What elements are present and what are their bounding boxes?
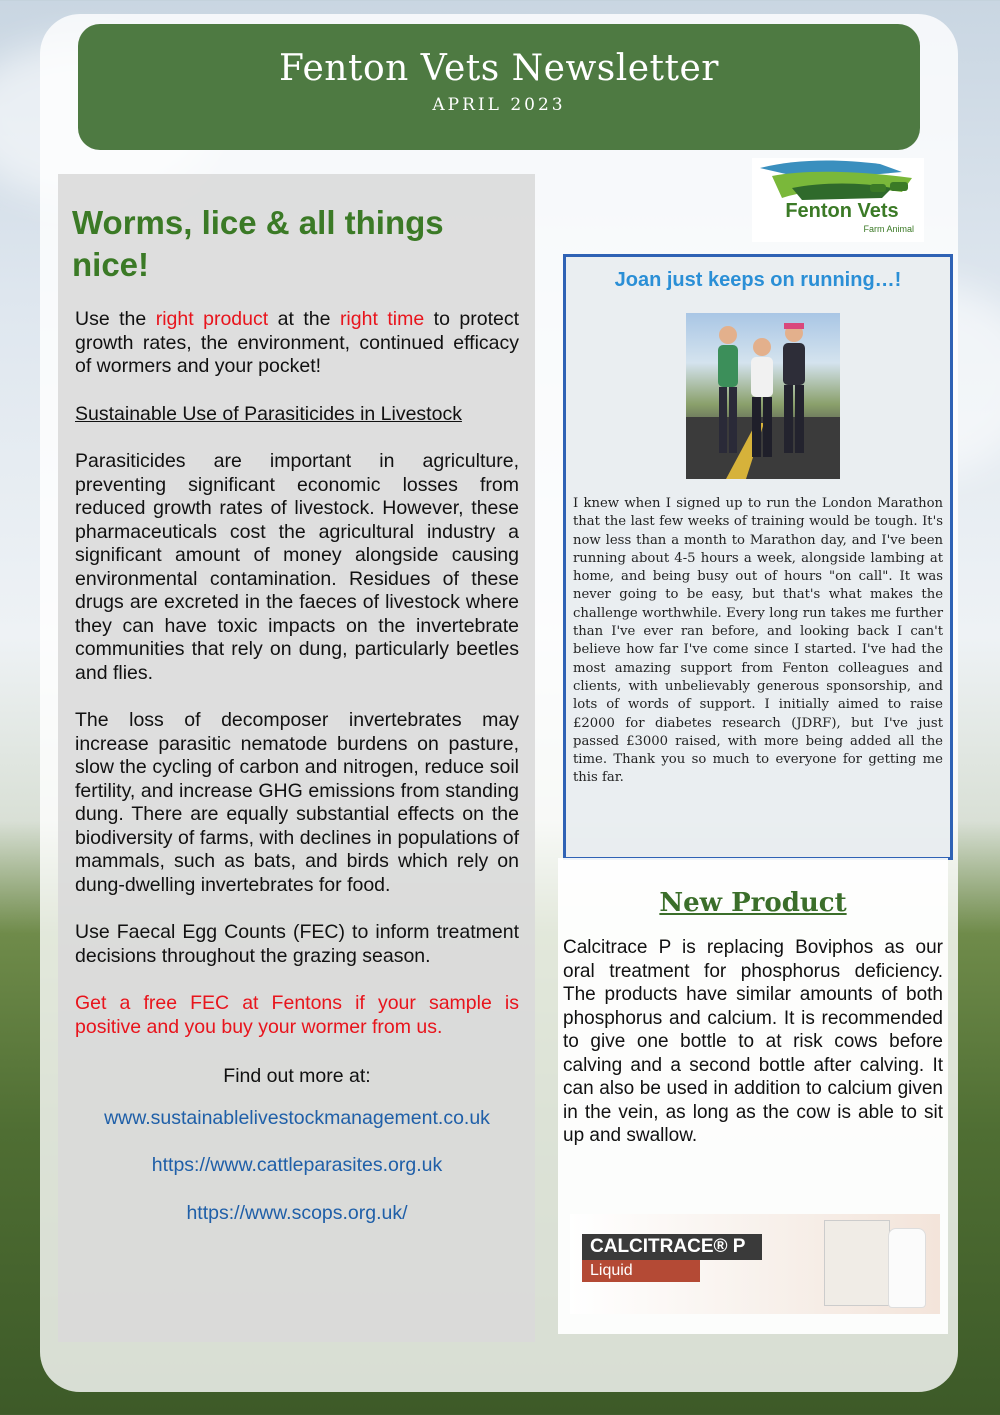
product-box-icon [824, 1220, 890, 1306]
link-sustainable-livestock[interactable]: www.sustainablelivestockmanagement.co.uk [104, 1106, 490, 1129]
intro-text: at the [268, 308, 340, 330]
newsletter-title: Fenton Vets Newsletter [278, 48, 719, 89]
product-bottle-icon [888, 1228, 926, 1308]
find-out-more: Find out more at: [223, 1065, 371, 1087]
worms-intro [75, 308, 519, 379]
worms-subheading: Sustainable Use of Parasiticides in Livestock [75, 402, 462, 425]
intro-highlight: right time [339, 308, 425, 330]
calcitrace-product-image [570, 1214, 940, 1314]
product-form: Liquid [582, 1260, 700, 1282]
worms-article-body [75, 308, 519, 1249]
worms-article-title: Worms, lice & all things nice! [72, 204, 444, 283]
landscape-cows-icon [752, 158, 924, 202]
new-product-box [558, 858, 948, 1334]
intro-text: Use the [75, 308, 156, 330]
worms-paragraph: Parasiticides are important in agriculture, preventing significant economic losses from reduced growth rates of livestock. However, these pharmaceuticals cost the agricultural industry a significant amount of money alongside causing environmental contamination. Residues of these drugs are excreted in the faeces of livestock where they can have toxic impacts on the invertebrate communities that rely on dung, particularly beetles and flies. [75, 450, 519, 684]
worms-paragraph: Use Faecal Egg Counts (FEC) to inform treatment decisions throughout the grazing season. [75, 921, 519, 967]
link-scops[interactable]: https://www.scops.org.uk/ [186, 1201, 408, 1224]
joan-article-body: I knew when I signed up to run the London Marathon that the last few weeks of training would be tough. It's now less than a month to Marathon day, and I've been running about 4-5 hours a week, alongside lambing at home, and being busy out of hours "on call". It was never going to be easy, but that's what makes the challenge worthwhile. Every long run takes me further than I've ever ran before, and looking back I can't believe how far I've come since I started. I've had the most amazing support from Fenton colleagues and clients, with unbelievably generous sponsorship, and lots of words of support. I initially aimed to raise £2000 for diabetes research (JDRF), but I've just passed £3000 raised, with more being added all the time. Thank you so much to everyone for getting me this far. [573, 496, 943, 786]
new-product-body: Calcitrace P is replacing Boviphos as our oral treatment for phosphorus deficiency. The products have similar amounts of both phosphorus and calcium. It is recommended to give one bottle to at risk cows before calving and a second bottle after calving. It can also be used in addition to calcium given in the vein, as long as the cow is able to sit up and swallow. [563, 937, 943, 1146]
runners-photo-icon [686, 313, 840, 479]
intro-text: to protect growth rates, the environment, continued efficacy of wormers and your pocket! [75, 308, 519, 377]
new-product-title: New Product [659, 888, 847, 918]
intro-highlight: right product [155, 308, 269, 330]
logo-name: Fenton Vets [785, 200, 899, 222]
product-name: CALCITRACE® P [582, 1234, 762, 1260]
masthead [78, 24, 920, 150]
runners-photo [686, 313, 840, 479]
fenton-vets-logo [752, 158, 924, 242]
worms-paragraph: The loss of decomposer invertebrates may increase parasitic nematode burdens on pasture, slow the cycling of carbon and nitrogen, reduce soil fertility, and increase GHG emissions from standing dung. There are equally substantial effects on the biodiversity of farms, with declines in populations of mammals, such as bats, and birds which rely on dung-dwelling invertebrates for food. [75, 709, 519, 896]
newsletter-date: APRIL 2023 [432, 95, 566, 115]
logo-subtitle: Farm Animal [863, 224, 914, 234]
joan-article-box [563, 254, 953, 860]
joan-article-title: Joan just keeps on running…! [614, 269, 902, 291]
free-fec-offer: Get a free FEC at Fentons if your sample is positive and you buy your wormer from us. [75, 992, 519, 1038]
link-cattle-parasites[interactable]: https://www.cattleparasites.org.uk [151, 1154, 443, 1176]
